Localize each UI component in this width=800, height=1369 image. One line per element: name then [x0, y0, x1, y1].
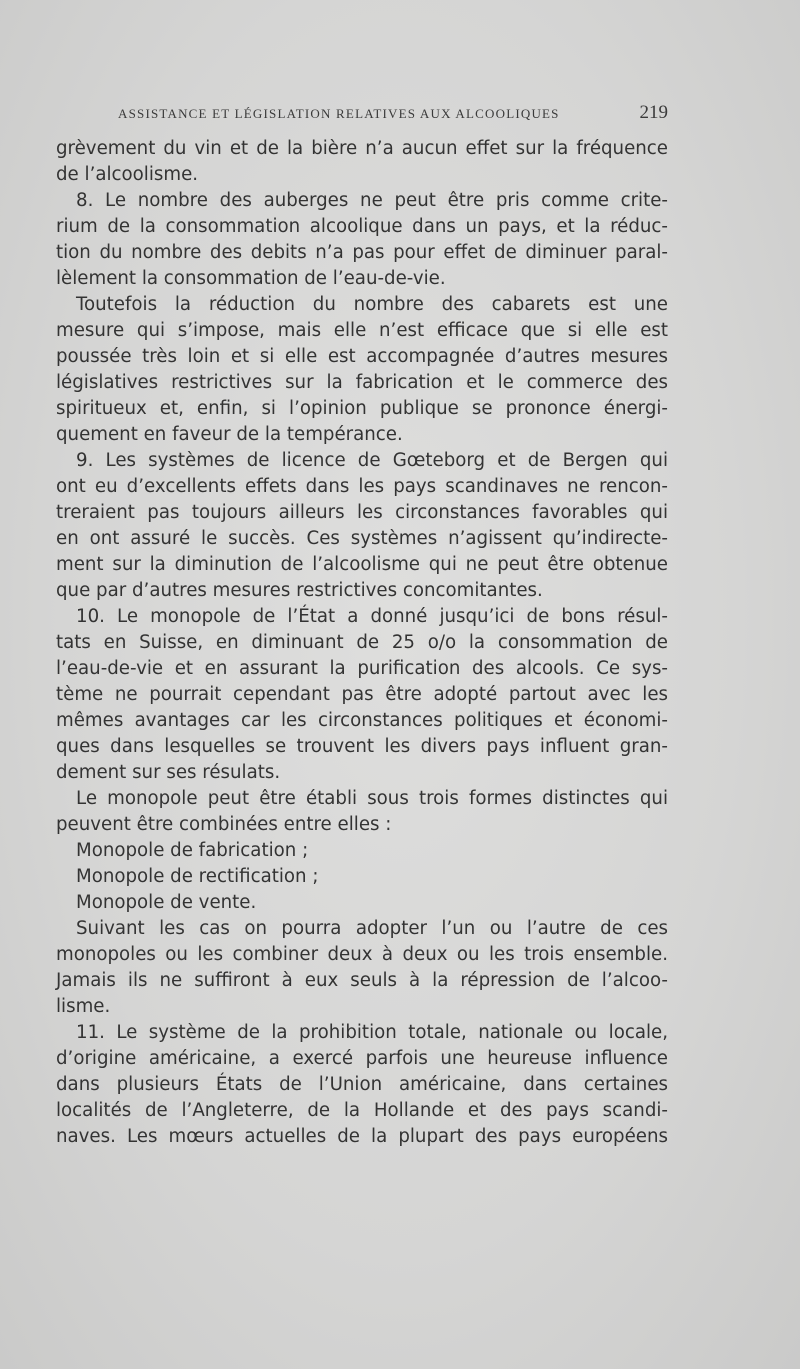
- body-text: [56, 136, 668, 1150]
- text-line: Le monopole peut être établi sous trois formes distinctes qui: [76, 788, 668, 809]
- text-line: peuvent être combinées entre elles :: [56, 814, 392, 835]
- text-line: 11. Le système de la prohibition totale, nationale ou locale,: [76, 1022, 668, 1043]
- text-line: 10. Le monopole de l’État a donné jusqu’ici de bons résul-: [76, 606, 668, 627]
- text-line: lèlement la consommation de l’eau-de-vie.: [56, 268, 446, 289]
- text-line: mêmes avantages car les circonstances politiques et économi-: [56, 710, 668, 731]
- text-line: Jamais ils ne suffiront à eux seuls à la répression de l’alcoo-: [56, 970, 668, 991]
- text-line: ont eu d’excellents effets dans les pays scandinaves ne rencon-: [56, 476, 668, 497]
- text-line: lisme.: [56, 996, 111, 1017]
- text-line: législatives restrictives sur la fabrication et le commerce des: [56, 372, 668, 393]
- text-line: Monopole de fabrication ;: [76, 840, 309, 861]
- text-line: 9. Les systèmes de licence de Gœteborg et de Bergen qui: [76, 450, 668, 471]
- text-line: l’eau-de-vie et en assurant la purification des alcools. Ce sys-: [56, 658, 668, 679]
- text-line: monopoles ou les combiner deux à deux ou les trois ensemble.: [56, 944, 668, 965]
- text-line: tème ne pourrait cependant pas être adopté partout avec les: [56, 684, 668, 705]
- text-line: quement en faveur de la tempérance.: [56, 424, 403, 445]
- text-line: tats en Suisse, en diminuant de 25 o/o la consommation de: [56, 632, 668, 653]
- text-line: 8. Le nombre des auberges ne peut être pris comme crite-: [76, 190, 668, 211]
- page-header: [118, 102, 668, 126]
- text-line: dans plusieurs États de l’Union américaine, dans certaines: [56, 1074, 668, 1095]
- running-head: ASSISTANCE ET LÉGISLATION RELATIVES AUX ALCOOLIQUES: [118, 106, 560, 121]
- text-line: spiritueux et, enfin, si l’opinion publique se prononce énergi-: [56, 398, 668, 419]
- text-line: poussée très loin et si elle est accompagnée d’autres mesures: [56, 346, 668, 367]
- text-line: grèvement du vin et de la bière n’a aucun effet sur la fréquence: [56, 138, 668, 159]
- text-line: d’origine américaine, a exercé parfois une heureuse influence: [56, 1048, 668, 1069]
- text-line: naves. Les mœurs actuelles de la plupart des pays européens: [56, 1126, 668, 1147]
- text-line: Monopole de vente.: [76, 892, 257, 913]
- text-line: rium de la consommation alcoolique dans un pays, et la réduc-: [56, 216, 668, 237]
- text-line: Toutefois la réduction du nombre des cabarets est une: [76, 294, 668, 315]
- text-line: de l’alcoolisme.: [56, 164, 199, 185]
- text-line: dement sur ses résulats.: [56, 762, 281, 783]
- text-line: en ont assuré le succès. Ces systèmes n’agissent qu’indirecte-: [56, 528, 668, 549]
- page-number: 219: [639, 102, 668, 123]
- text-line: treraient pas toujours ailleurs les circonstances favorables qui: [56, 502, 668, 523]
- text-line: Suivant les cas on pourra adopter l’un ou l’autre de ces: [76, 918, 668, 939]
- text-line: que par d’autres mesures restrictives concomitantes.: [56, 580, 543, 601]
- text-line: localités de l’Angleterre, de la Hollande et des pays scandi-: [56, 1100, 668, 1121]
- text-line: ques dans lesquelles se trouvent les divers pays influent gran-: [56, 736, 668, 757]
- text-line: Monopole de rectification ;: [76, 866, 319, 887]
- text-line: mesure qui s’impose, mais elle n’est efficace que si elle est: [56, 320, 668, 341]
- text-line: tion du nombre des debits n’a pas pour effet de diminuer paral-: [56, 242, 668, 263]
- text-line: ment sur la diminution de l’alcoolisme qui ne peut être obtenue: [56, 554, 668, 575]
